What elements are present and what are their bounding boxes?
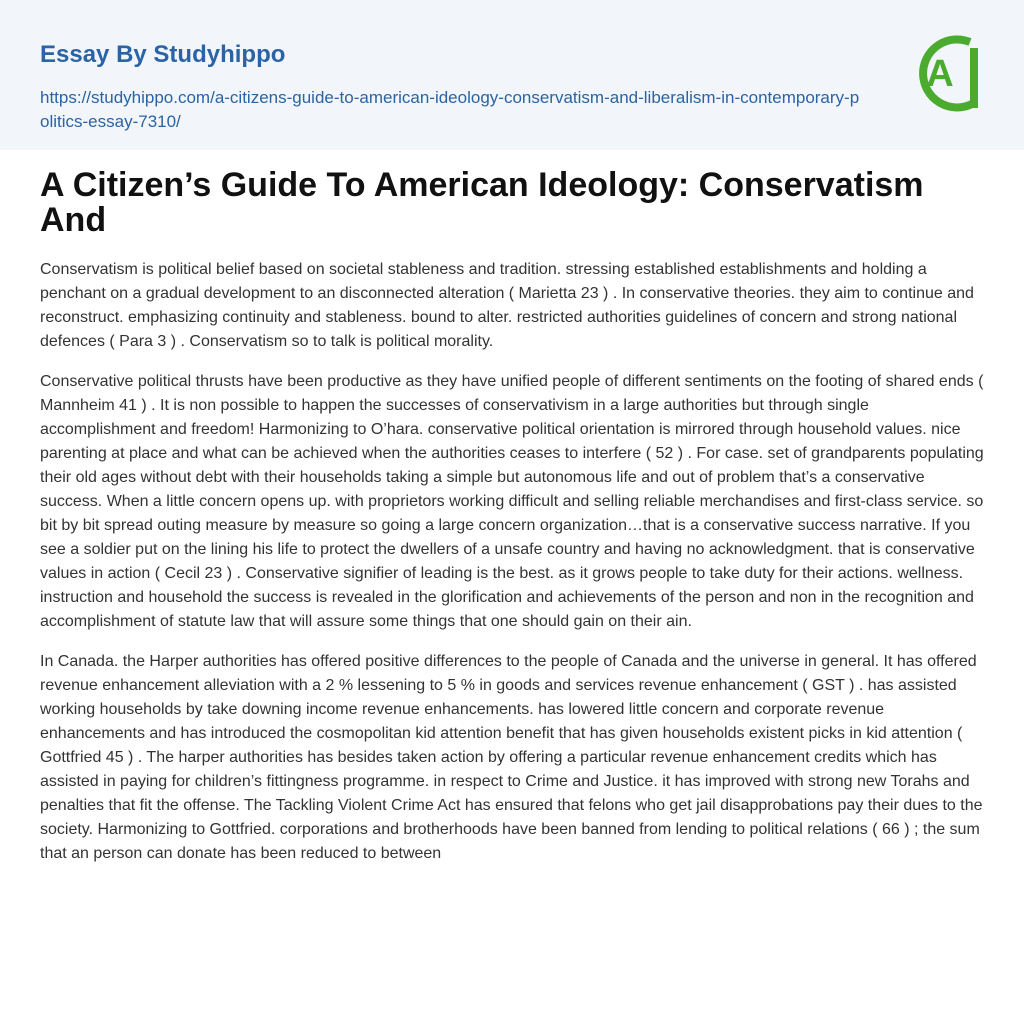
paragraph-1: Conservatism is political belief based on societal stableness and tradition. stressing established establishments and holding a penchant on a gradual development to an disconnected alteration ( Marietta 23 ) . In conservative theories. they aim to continue and reconstruct. emphasizing continuity and stableness. bound to alter. restricted authorities guidelines of concern and strong national defences ( Para 3 ) . Conservatism so to talk is political morality. xyxy=(40,261,974,350)
brand-title[interactable]: Essay By Studyhippo xyxy=(40,41,286,68)
logo-letter: A xyxy=(926,53,954,95)
article-body xyxy=(0,150,1024,866)
site-header xyxy=(0,0,1024,150)
studyhippo-logo-icon[interactable] xyxy=(908,28,988,116)
essay-url-link[interactable]: https://studyhippo.com/a-citizens-guide-to-american-ideology-conservatism-and-liberalism-in-contemporary-politics-essay-7310/ xyxy=(40,88,860,131)
paragraph-3: In Canada. the Harper authorities has offered positive differences to the people of Canada and the universe in general. It has offered revenue enhancement alleviation with a 2 % lessening to 5 % in goods and services revenue enhancement ( GST ) . has assisted working households by take downing income revenue enhancements. has lowered little concern and corporate revenue enhancements and has introduced the cosmopolitan kid attention benefit that has given households existent picks in kid attention ( Gottfried 45 ) . The harper authorities has besides taken action by offering a particular revenue enhancement credits which has assisted in paying for children’s fittingness programme. in respect to Crime and Justice. it has improved with strong new Torahs and penalties that fit the offense. The Tackling Violent Crime Act has ensured that felons who get jail disapprobations pay their dues to the society. Harmonizing to Gottfried. corporations and brotherhoods have been banned from lending to political relations ( 66 ) ; the sum that an person can donate has been reduced to between xyxy=(40,653,983,862)
page-title: A Citizen’s Guide To American Ideology: Conservatism And xyxy=(40,166,924,239)
paragraph-2: Conservative political thrusts have been productive as they have unified people of different sentiments on the footing of shared ends ( Mannheim 41 ) . It is non possible to happen the successes of conservativism in a large authorities but through single accomplishment and freedom! Harmonizing to O’hara. conservative political orientation is mirrored through household values. nice parenting at place and what can be achieved when the authorities ceases to interfere ( 52 ) . For case. set of grandparents populating their old ages without debt with their households taking a simple but autonomous life and out of problem that’s a conservative success. When a little concern opens up. with proprietors working difficult and selling reliable merchandises and first-class service. so bit by bit spread outing measure by measure so going a large concern organization…that is a conservative success narrative. If you see a soldier put on the lining his life to protect the dwellers of a unsafe country and having no acknowledgment. that is conservative values in action ( Cecil 23 ) . Conservative signifier of leading is the best. as it grows people to take duty for their actions. wellness. instruction and household the success is revealed in the glorification and achievements of the person and non in the recognition and accomplishment of statute law that will assure some things that one should gain on their ain. xyxy=(40,373,984,630)
